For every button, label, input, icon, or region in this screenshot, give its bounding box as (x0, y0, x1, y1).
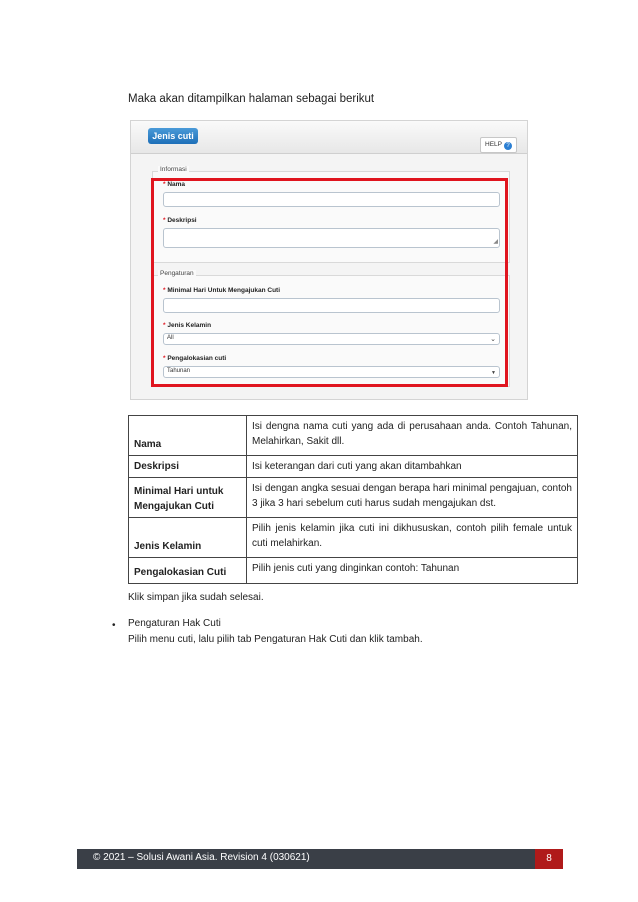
tab-jenis-cuti[interactable]: Jenis cuti (148, 128, 198, 144)
resize-handle-icon[interactable]: ◢ (493, 239, 498, 245)
table-cell-key: Nama (129, 416, 247, 456)
help-question-icon: ? (504, 142, 512, 150)
intro-text: Maka akan ditampilkan halaman sebagai berikut (128, 93, 375, 105)
table-row (129, 558, 578, 584)
table-row (129, 416, 578, 456)
footer-text: © 2021 – Solusi Awani Asia. Revision 4 (030621) (93, 852, 310, 863)
table-cell-key: Jenis Kelamin (129, 518, 247, 558)
table-cell-key: Deskripsi (129, 456, 247, 478)
page-footer (77, 849, 563, 869)
dropdown-arrow-icon: ▼ (491, 370, 496, 376)
pengalokasian-label-text: Pengalokasian cuti (167, 355, 227, 362)
jenis-kelamin-label-text: Jenis Kelamin (167, 322, 212, 329)
help-button[interactable] (480, 137, 517, 153)
required-mark: * (163, 355, 166, 362)
field-description-table (128, 415, 578, 584)
table-cell-value: Isi dengan angka sesuai dengan berapa hari minimal pengajuan, contoh 3 jika 3 hari sebelum cuti harus sudah mengajukan dst. (247, 478, 578, 518)
table-row (129, 456, 578, 478)
page-number: 8 (535, 849, 563, 869)
chevron-down-icon: ⌄ (490, 336, 496, 343)
bullet-icon: • (112, 620, 116, 631)
nama-label-text: Nama (167, 181, 186, 188)
after-text: Klik simpan jika sudah selesai. (128, 592, 264, 603)
table-cell-value: Isi dengna nama cuti yang ada di perusahaan anda. Contoh Tahunan, Melahirkan, Sakit dll. (247, 416, 578, 456)
table-row (129, 518, 578, 558)
bullet-description: Pilih menu cuti, lalu pilih tab Pengaturan Hak Cuti dan klik tambah. (128, 634, 423, 645)
required-mark: * (163, 181, 166, 188)
table-cell-value: Pilih jenis kelamin jika cuti ini dikhususkan, contoh pilih female untuk cuti melahirkan. (247, 518, 578, 558)
pengalokasian-value: Tahunan (167, 368, 191, 374)
minimal-hari-label-text: Minimal Hari Untuk Mengajukan Cuti (167, 287, 281, 294)
required-mark: * (163, 217, 166, 224)
required-mark: * (163, 287, 166, 294)
deskripsi-label-text: Deskripsi (167, 217, 197, 224)
table-cell-value: Pilih jenis cuti yang dinginkan contoh: Tahunan (247, 558, 578, 584)
table-cell-key: Pengalokasian Cuti (129, 558, 247, 584)
table-cell-value: Isi keterangan dari cuti yang akan ditambahkan (247, 456, 578, 478)
highlight-box (151, 178, 508, 387)
jenis-kelamin-value: All (167, 335, 174, 341)
table-cell-key: Minimal Hari untuk Mengajukan Cuti (129, 478, 247, 518)
table-row (129, 478, 578, 518)
bullet-title: Pengaturan Hak Cuti (128, 618, 221, 629)
informasi-legend: Informasi (160, 166, 187, 173)
help-label: HELP (485, 141, 502, 148)
screenshot-header (131, 121, 527, 154)
pengaturan-legend: Pengaturan (160, 270, 194, 277)
required-mark: * (163, 322, 166, 329)
app-screenshot (130, 120, 528, 400)
